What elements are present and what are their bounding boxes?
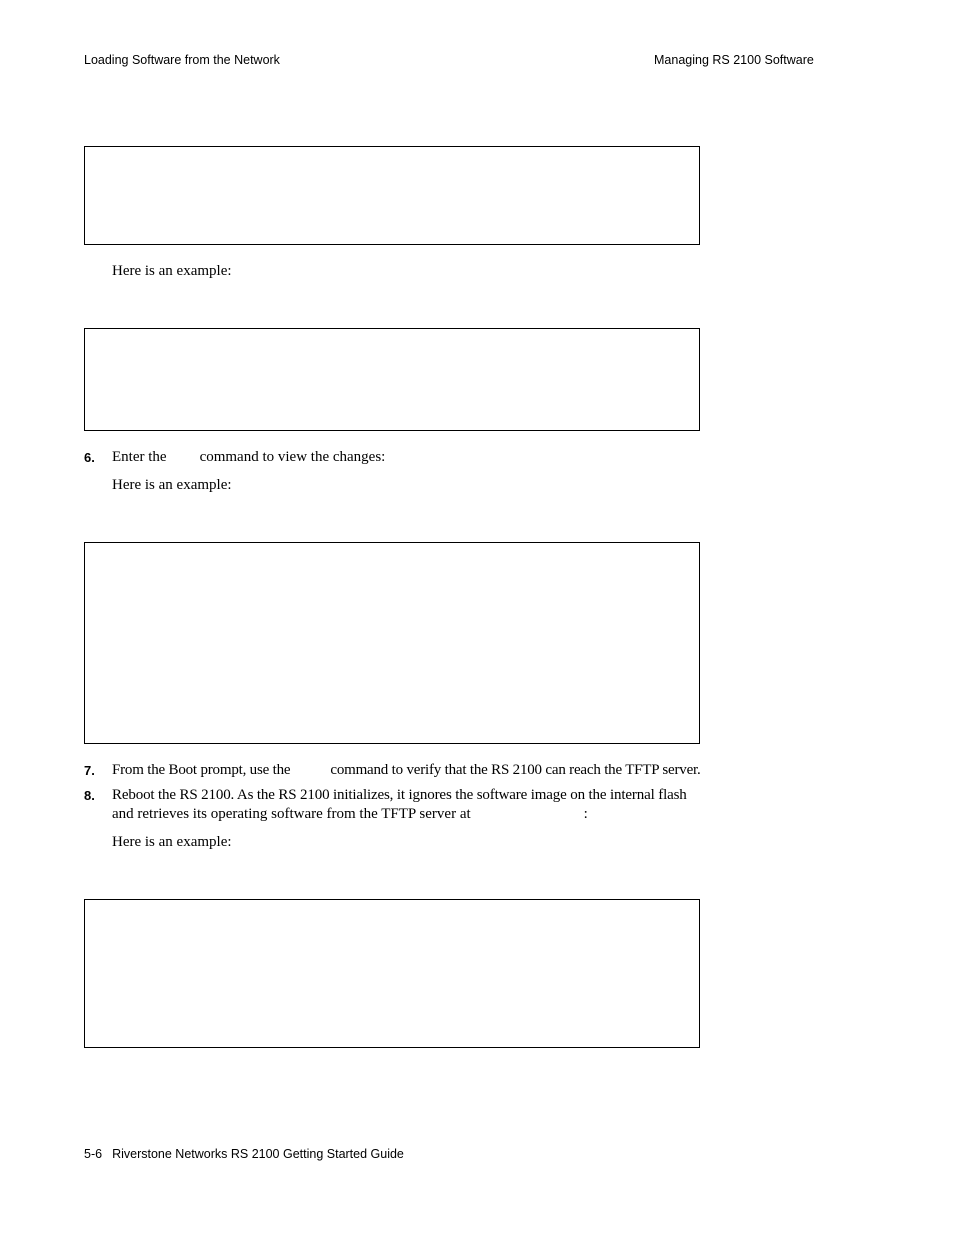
step-7-text (112, 761, 701, 780)
step-number-7: 7. (84, 763, 95, 778)
running-footer (84, 1146, 404, 1162)
code-box-syntax (84, 146, 700, 245)
step-7-text-a: From the Boot prompt, use the (112, 762, 291, 778)
running-header-right: Managing RS 2100 Software (654, 53, 814, 67)
example-label-1: Here is an example: (112, 263, 232, 279)
step-8-line-2-a: and retrieves its operating software from the TFTP server at (112, 806, 471, 822)
step-8-line-2 (112, 805, 588, 824)
step-6-text (112, 448, 385, 467)
example-label-2: Here is an example: (112, 477, 232, 493)
code-box-example-3 (84, 899, 700, 1048)
step-6-text-a: Enter the (112, 449, 167, 465)
step-6-text-b: command to view the changes: (199, 449, 386, 465)
example-label-3: Here is an example: (112, 834, 232, 850)
code-box-example-2 (84, 542, 700, 744)
running-header-left: Loading Software from the Network (84, 53, 280, 67)
step-8-line-1: Reboot the RS 2100. As the RS 2100 initializes, it ignores the software image on the internal flash (112, 787, 687, 803)
page-number: 5-6 (84, 1147, 103, 1161)
guide-title: Riverstone Networks RS 2100 Getting Started Guide (112, 1147, 404, 1161)
code-box-example-1 (84, 328, 700, 431)
step-number-6: 6. (84, 450, 95, 465)
step-7-text-b: command to verify that the RS 2100 can reach the TFTP server. (330, 762, 701, 778)
step-number-8: 8. (84, 788, 95, 803)
step-8-line-2-b: : (583, 806, 588, 822)
